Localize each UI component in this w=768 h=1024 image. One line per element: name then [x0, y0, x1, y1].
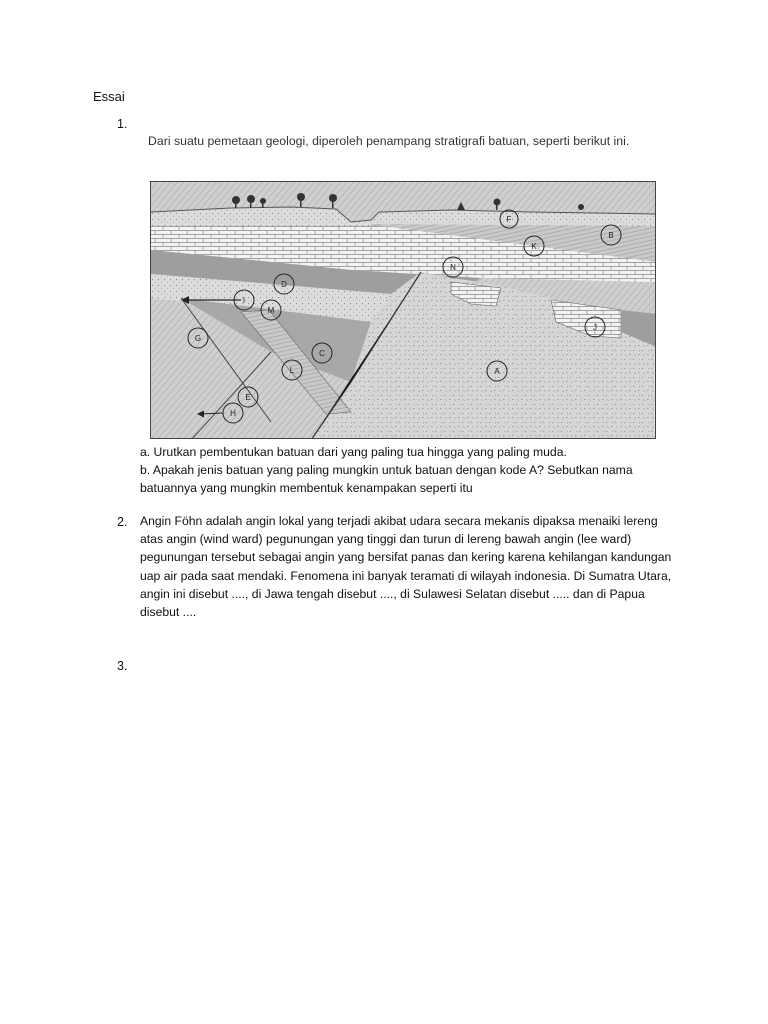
svg-text:N: N — [450, 263, 456, 272]
question-1-sub-a: a. Urutkan pembentukan batuan dari yang paling tua hingga yang paling muda. — [140, 445, 567, 459]
stratigraphy-figure — [150, 181, 656, 439]
question-2-text — [140, 512, 675, 621]
svg-text:M: M — [267, 306, 275, 315]
svg-text:A: A — [494, 367, 500, 376]
svg-text:H: H — [230, 409, 236, 418]
question-3-number: 3. — [117, 659, 128, 673]
svg-text:J: J — [593, 323, 597, 332]
svg-text:L: L — [289, 366, 295, 375]
question-2-number: 2. — [117, 515, 128, 529]
svg-text:G: G — [194, 334, 202, 343]
question-1-sub-b: b. Apakah jenis batuan yang paling mungkin untuk batuan dengan kode A? Sebutkan nama batuannya yang mungkin membentuk kenampakan seperti itu — [140, 463, 633, 496]
question-2-paragraph: Angin Föhn adalah angin lokal yang terjadi akibat udara secara mekanis dipaksa menaiki lereng atas angin (wind ward) pegunungan yang tinggi dan turun di lereng bawah angin (lee ward) pegunungan tersebut sebagai angin yang bersifat panas dan kering karena kehilangan kandungan uap air pada saat mendaki. Fenomena ini banyak teramati di wilayah indonesia. Di Sumatra Utara, angin ini disebut ...., di Jawa tengah disebut ...., di Sulawesi Selatan disebut ..... dan di Papua disebut .... — [140, 514, 672, 620]
svg-text:E: E — [245, 393, 251, 402]
question-1-intro: Dari suatu pemetaan geologi, diperoleh penampang stratigrafi batuan, seperti berikut ini. — [148, 134, 630, 148]
question-1-subquestions — [140, 443, 675, 498]
svg-text:F: F — [506, 215, 512, 224]
svg-text:C: C — [319, 349, 325, 358]
svg-text:K: K — [531, 242, 537, 251]
svg-text:B: B — [608, 231, 614, 240]
question-1-number: 1. — [117, 117, 128, 131]
heading: Essai — [93, 89, 125, 104]
svg-text:D: D — [281, 280, 287, 289]
svg-text:I: I — [242, 296, 246, 305]
